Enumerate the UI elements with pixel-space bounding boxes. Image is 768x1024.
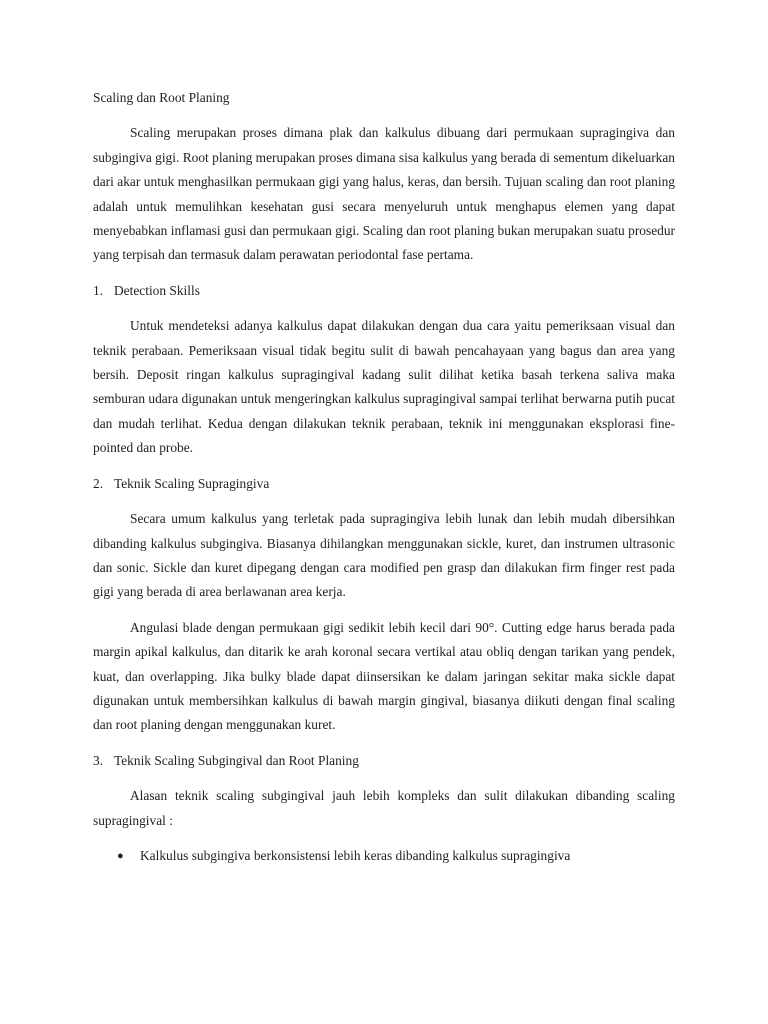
section-heading-2	[93, 472, 675, 496]
section-title: Detection Skills	[114, 282, 200, 298]
document-title: Scaling dan Root Planing	[93, 90, 230, 105]
intro-paragraph: Scaling merupakan proses dimana plak dan kalkulus dibuang dari permukaan supragingiva dan subgingiva gigi. Root planing merupakan proses dimana sisa kalkulus yang berada di sementum dikeluarkan dari akar untuk menghasilkan permukaan gigi yang halus, keras, dan bersih. Tujuan scaling dan root planing adalah untuk memulihkan kesehatan gusi secara menyeluruh untuk menghapus elemen yang dapat menyebabkan inflamasi gusi dan permukaan gigi. Scaling dan root planing bukan merupakan suatu prosedur yang terpisah dan termasuk dalam perawatan periodontal fase pertama.	[93, 125, 675, 263]
section-2-paragraph-2: Angulasi blade dengan permukaan gigi sedikit lebih kecil dari 90°. Cutting edge harus berada pada margin apikal kalkulus, dan ditarik ke arah koronal secara vertikal atau obliq dengan tarikan yang pendek, kuat, dan overlapping. Jika bulky blade dapat diinsersikan ke dalam jaringan sekitar maka sickle dapat digunakan untuk membersihkan kalkulus di bawah margin gingival, biasanya diikuti dengan final scaling dan root planing dengan menggunakan kuret.	[93, 619, 675, 733]
section-number: 1.	[93, 282, 104, 298]
document-page	[93, 86, 675, 868]
list-item	[93, 844, 675, 868]
list-item-text: Kalkulus subgingiva berkonsistensi lebih keras dibanding kalkulus supragingiva	[140, 847, 571, 863]
section-2-paragraph-1: Secara umum kalkulus yang terletak pada supragingiva lebih lunak dan lebih mudah dibersihkan dibanding kalkulus subgingiva. Biasanya dihilangkan menggunakan sickle, kuret, dan instrumen ultrasonic dan sonic. Sickle dan kuret dipegang dengan cara modified pen grasp dan dilakukan firm finger rest pada gigi yang berada di area berlawanan area kerja.	[93, 511, 675, 600]
section-number: 3.	[93, 752, 104, 768]
section-heading-3	[93, 749, 675, 773]
section-heading-1	[93, 279, 675, 303]
bullet-list	[93, 844, 675, 868]
section-title: Teknik Scaling Subgingival dan Root Planing	[114, 752, 359, 768]
section-1-paragraph-1: Untuk mendeteksi adanya kalkulus dapat dilakukan dengan dua cara yaitu pemeriksaan visual dan teknik perabaan. Pemeriksaan visual tidak begitu sulit di bawah pencahayaan yang bagus dan area yang bersih. Deposit ringan kalkulus supragingival kadang sulit dilihat ketika basah terkena saliva maka semburan udara digunakan untuk mengeringkan kalkulus supragingival sampai terlihat berwarna putih pucat dan mudah terlihat. Kedua dengan dilakukan teknik perabaan, teknik ini menggunakan eksplorasi fine-pointed dan probe.	[93, 318, 675, 456]
bullet-icon: ●	[117, 849, 124, 862]
section-title: Teknik Scaling Supragingiva	[114, 475, 270, 491]
section-3-paragraph-1: Alasan teknik scaling subgingival jauh lebih kompleks dan sulit dilakukan dibanding scaling supragingival :	[93, 788, 675, 828]
section-number: 2.	[93, 475, 104, 491]
